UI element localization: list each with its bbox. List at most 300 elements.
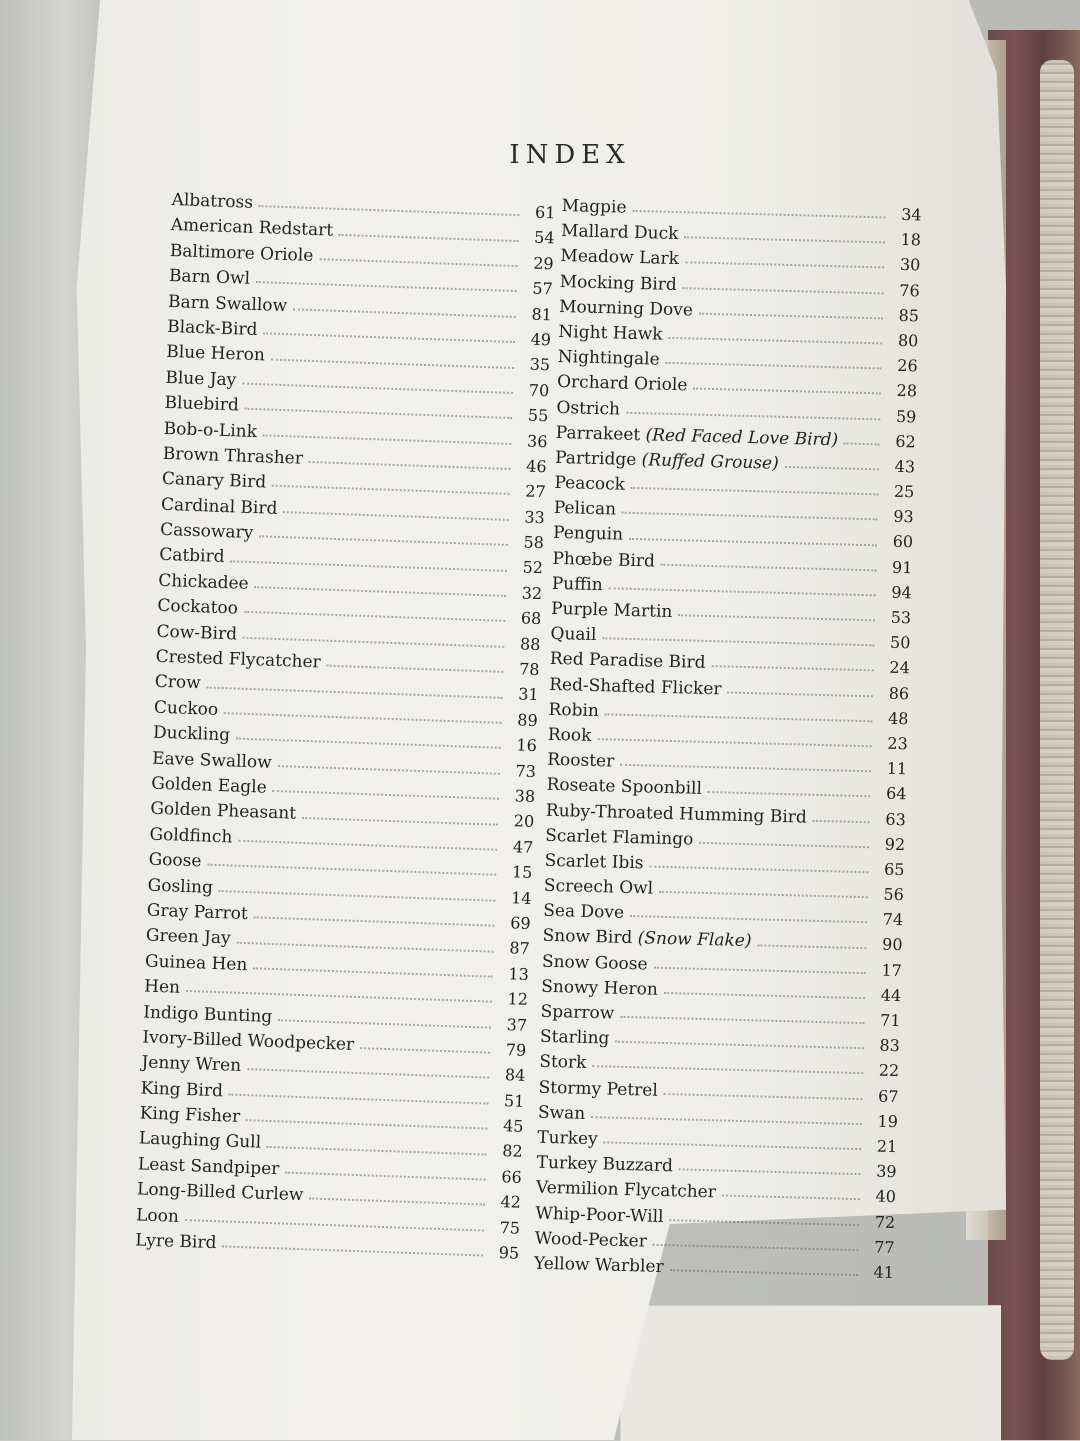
entry-page-number: 95 — [498, 1243, 520, 1263]
dot-leader — [659, 890, 868, 898]
entry-name — [165, 368, 237, 390]
entry-name-text: Loon — [135, 1205, 180, 1227]
entry-name-text: Turkey Buzzard — [536, 1152, 674, 1177]
entry-name-text: Baltimore Oriole — [169, 240, 314, 266]
entry-name-text: Bob-o-Link — [163, 418, 258, 442]
entry-name-text: Rook — [547, 724, 592, 746]
dot-leader — [285, 1171, 486, 1181]
entry-page-number: 79 — [505, 1040, 527, 1060]
entry-name-text: Hen — [143, 976, 181, 998]
entry-name-text: Starling — [539, 1026, 610, 1049]
entry-name — [170, 241, 314, 266]
entry-name-text: Guinea Hen — [144, 951, 248, 975]
entry-name — [554, 473, 625, 495]
entry-name-text: Snow Goose — [541, 951, 648, 975]
entry-name-text: Snowy Heron — [541, 976, 659, 1000]
entry-name — [167, 317, 258, 340]
entry-name — [135, 1230, 217, 1253]
entry-page-number: 60 — [892, 532, 914, 552]
entry-name-text: Stork — [539, 1052, 587, 1074]
index-column-left — [135, 190, 556, 1269]
entry-name — [138, 1154, 280, 1179]
entry-page-number: 45 — [502, 1116, 524, 1136]
entry-page-number: 54 — [533, 228, 555, 248]
entry-page-number: 35 — [529, 354, 551, 375]
entry-page-number: 47 — [512, 837, 534, 857]
entry-page-number: 68 — [520, 608, 542, 629]
entry-page-number: 81 — [531, 304, 553, 324]
entry-name-text: Roseate Spoonbill — [546, 775, 703, 800]
dot-leader — [339, 232, 519, 241]
dot-leader — [245, 407, 513, 419]
dot-leader — [620, 1015, 864, 1024]
entry-page-number: 40 — [875, 1186, 897, 1207]
entry-name-text: Canary Bird — [161, 469, 267, 493]
entry-name-text: Whip-Poor-Will — [535, 1203, 664, 1227]
dot-leader — [230, 559, 507, 572]
entry-page-number: 33 — [524, 507, 546, 527]
entry-name-text: Partridge — [554, 447, 637, 470]
entry-name — [150, 799, 296, 824]
dot-leader — [649, 864, 868, 873]
entry-name-text: Sparrow — [540, 1001, 615, 1024]
entry-name-text: Cuckoo — [153, 697, 219, 720]
dot-leader — [224, 711, 502, 724]
dot-leader — [327, 664, 504, 673]
entry-alt-name: (Snow Flake) — [637, 928, 752, 952]
entry-page-number: 12 — [507, 989, 529, 1010]
entry-name — [542, 926, 751, 951]
entry-name — [169, 266, 251, 289]
entry-page-number: 59 — [895, 406, 917, 426]
underlying-sheet — [620, 1305, 1001, 1441]
dot-leader — [229, 1092, 489, 1104]
entry-name-text: Bluebird — [164, 393, 240, 416]
entry-name-text: Cardinal Bird — [160, 494, 278, 519]
entry-page-number: 82 — [501, 1141, 523, 1162]
entry-name-text: Quail — [550, 624, 597, 646]
entry-alt-name: (Ruffed Grouse) — [641, 450, 780, 474]
entry-name — [550, 624, 596, 645]
dot-leader — [319, 257, 517, 267]
entry-page-number: 46 — [525, 456, 547, 477]
entry-name-text: Phœbe Bird — [552, 548, 656, 572]
entry-name-text: Jenny Wren — [141, 1052, 242, 1077]
entry-name-text: Barn Swallow — [167, 291, 288, 316]
dot-leader — [267, 1145, 487, 1156]
entry-name — [164, 393, 239, 416]
entry-name-text: Purple Martin — [550, 598, 673, 623]
entry-name-text: Magpie — [561, 196, 627, 218]
dot-leader — [629, 536, 877, 545]
entry-name — [140, 1078, 223, 1101]
dot-leader — [699, 841, 869, 848]
entry-name — [157, 596, 238, 619]
entry-page-number: 19 — [877, 1111, 899, 1131]
dot-leader — [664, 991, 865, 999]
entry-name-text: Golden Eagle — [150, 773, 268, 798]
entry-name — [160, 520, 254, 543]
entry-name-text: Lyre Bird — [134, 1230, 217, 1254]
dot-leader — [243, 636, 504, 648]
entry-name — [136, 1205, 179, 1226]
entry-name-text: Chickadee — [158, 570, 250, 594]
dot-leader — [684, 235, 885, 243]
entry-name — [548, 725, 592, 746]
dot-leader — [278, 764, 500, 775]
entry-name — [171, 190, 253, 213]
entry-name — [559, 272, 677, 295]
dot-leader — [664, 1092, 863, 1100]
entry-page-number: 38 — [514, 786, 536, 807]
entry-name-text: Long-Billed Curlew — [136, 1179, 304, 1206]
dot-leader — [609, 586, 876, 596]
dot-leader — [670, 1268, 858, 1276]
entry-name — [547, 750, 615, 772]
entry-page-number: 41 — [873, 1262, 895, 1282]
entry-page-number: 84 — [504, 1065, 526, 1086]
entry-name-text: Wood-Pecker — [534, 1228, 648, 1252]
entry-name-text: Black-Bird — [166, 316, 258, 341]
dot-leader — [207, 685, 503, 698]
entry-page-number: 85 — [898, 305, 920, 326]
dot-leader — [222, 1245, 483, 1257]
entry-name — [539, 1052, 587, 1073]
entry-page-number: 48 — [887, 708, 909, 728]
entry-name-text: Yellow Warbler — [533, 1253, 664, 1277]
entry-name — [154, 672, 201, 694]
entry-name-text: Mallard Duck — [560, 221, 679, 245]
entry-name-text: Nightingale — [557, 347, 660, 370]
dot-leader — [699, 311, 883, 319]
entry-name — [538, 1077, 658, 1100]
entry-name — [161, 495, 278, 519]
dot-leader — [255, 585, 507, 597]
dot-leader — [259, 535, 508, 547]
entry-name-text: Vermilion Flycatcher — [535, 1177, 717, 1203]
entry-name — [537, 1128, 598, 1150]
entry-name-text: Rooster — [546, 749, 615, 772]
entry-name — [559, 297, 693, 320]
entry-page-number: 90 — [881, 935, 903, 955]
dot-leader — [242, 381, 513, 393]
index-column-right — [534, 196, 922, 1288]
entry-page-number: 42 — [500, 1192, 522, 1213]
entry-name-text: Mocking Bird — [559, 271, 678, 295]
entry-page-number: 24 — [889, 658, 911, 678]
entry-name — [556, 397, 620, 419]
dot-leader — [293, 307, 516, 318]
entry-name — [538, 1102, 586, 1123]
entry-name — [546, 775, 702, 799]
dot-leader — [683, 286, 884, 294]
entry-page-number: 50 — [889, 632, 911, 653]
entry-name-text: Brown Thrasher — [162, 443, 304, 469]
dot-leader — [626, 410, 880, 420]
entry-name — [548, 700, 599, 721]
entry-page-number: 67 — [877, 1086, 899, 1106]
entry-name — [168, 292, 288, 316]
entry-name — [146, 926, 231, 949]
dot-leader — [263, 433, 512, 445]
entry-name-text: Green Jay — [145, 925, 231, 949]
dot-leader — [254, 915, 495, 926]
entry-page-number: 83 — [879, 1035, 901, 1056]
entry-page-number: 21 — [876, 1136, 898, 1157]
entry-name-text: American Redstart — [170, 215, 334, 242]
entry-name-text: Goldfinch — [149, 824, 233, 848]
entry-name — [558, 322, 663, 345]
entry-name — [152, 748, 272, 772]
entry-name — [534, 1254, 664, 1277]
dot-leader — [669, 1218, 859, 1226]
dot-leader — [236, 737, 501, 749]
entry-name-text: Blue Heron — [165, 342, 266, 366]
entry-name-text: Ruby-Throated Humming Bird — [545, 800, 808, 828]
entry-name-text: Crow — [154, 672, 202, 694]
entry-name — [542, 951, 648, 974]
dot-leader — [661, 562, 877, 571]
entry-name — [545, 825, 694, 849]
entry-name — [156, 621, 237, 644]
entry-name — [558, 347, 660, 370]
entry-name-text: Sea Dove — [543, 901, 625, 924]
entry-name — [158, 571, 249, 594]
dot-leader — [631, 486, 879, 495]
entry-page-number: 66 — [501, 1166, 523, 1187]
entry-name-text: Catbird — [158, 545, 225, 568]
entry-page-number: 78 — [518, 659, 540, 680]
entry-name — [139, 1104, 240, 1127]
dot-leader — [602, 636, 874, 646]
entry-page-number: 27 — [525, 481, 547, 502]
dot-leader — [620, 763, 871, 773]
entry-name-text: Crested Flycatcher — [155, 646, 322, 673]
entry-page-number: 74 — [882, 909, 904, 930]
entry-page-number: 30 — [899, 255, 921, 275]
entry-page-number: 92 — [884, 834, 906, 854]
entry-name-text: Snow Bird — [542, 926, 633, 949]
entry-name-text: Gray Parrot — [146, 900, 249, 925]
entry-name — [561, 196, 626, 218]
entry-name — [543, 901, 624, 923]
entry-page-number: 52 — [522, 557, 544, 578]
entry-name-text: Least Sandpiper — [137, 1154, 280, 1180]
entry-page-number: 86 — [888, 683, 910, 703]
dot-leader — [186, 989, 492, 1003]
entry-name — [550, 649, 706, 673]
entry-name-text: Pelican — [553, 498, 617, 520]
entry-name-text: King Fisher — [139, 1103, 241, 1127]
dot-leader — [605, 712, 873, 722]
entry-name-text: Meadow Lark — [560, 246, 680, 270]
entry-page-number: 76 — [899, 280, 920, 300]
entry-name — [536, 1153, 673, 1177]
entry-name-text: Parrakeet — [555, 422, 641, 445]
entry-page-number: 28 — [896, 381, 918, 401]
entry-page-number: 32 — [521, 583, 543, 604]
entry-name-text: Orchard Oriole — [556, 372, 688, 396]
entry-name — [143, 1002, 273, 1026]
entry-page-number: 26 — [897, 355, 918, 376]
dot-leader — [263, 331, 515, 343]
entry-name — [553, 523, 623, 545]
entry-name — [159, 545, 225, 567]
entry-page-number: 34 — [901, 204, 922, 225]
entry-page-number: 15 — [511, 862, 533, 883]
entry-name — [560, 246, 679, 269]
dot-leader — [259, 204, 520, 216]
entry-page-number: 55 — [527, 405, 549, 426]
entry-page-number: 18 — [900, 230, 922, 250]
entry-page-number: 14 — [510, 887, 532, 908]
entry-name-text: Ostrich — [556, 397, 621, 420]
entry-page-number: 37 — [506, 1014, 528, 1035]
entry-name — [534, 1228, 647, 1251]
dot-leader — [360, 1046, 490, 1054]
entry-name-text: Scarlet Ibis — [544, 850, 644, 874]
entry-page-number: 71 — [879, 1010, 901, 1031]
entry-page-number: 36 — [526, 431, 548, 451]
entry-name-text: Peacock — [554, 472, 626, 495]
entry-name — [154, 698, 219, 720]
entry-page-number: 62 — [895, 431, 916, 452]
dot-leader — [653, 965, 865, 974]
dot-leader — [813, 818, 870, 822]
entry-name — [551, 599, 673, 622]
entry-name-text: Cow-Bird — [156, 621, 238, 645]
dot-leader — [653, 1243, 859, 1251]
entry-page-number: 73 — [515, 760, 537, 781]
entry-name-text: Gosling — [147, 875, 214, 898]
dot-leader — [238, 839, 497, 851]
dot-leader — [236, 940, 493, 952]
dot-leader — [685, 261, 884, 269]
entry-page-number: 13 — [508, 963, 530, 984]
dot-leader — [309, 460, 511, 470]
dot-leader — [246, 1118, 487, 1129]
dot-leader — [592, 1065, 863, 1075]
entry-name-text: Indigo Bunting — [142, 1002, 273, 1027]
dot-leader — [622, 511, 878, 521]
entry-page-number: 53 — [890, 607, 912, 628]
dot-leader — [785, 465, 879, 470]
entry-name-text: Goose — [148, 849, 202, 872]
entry-name-text: Laughing Gull — [138, 1128, 262, 1154]
entry-name — [149, 824, 233, 847]
entry-name — [139, 1129, 262, 1153]
dot-leader — [185, 1218, 484, 1231]
entry-name — [141, 1053, 241, 1076]
dot-leader — [722, 1194, 860, 1201]
entry-page-number: 44 — [880, 985, 902, 1005]
entry-name — [544, 851, 643, 874]
entry-page-number: 57 — [532, 278, 554, 299]
dot-leader — [302, 815, 498, 825]
entry-name — [145, 951, 248, 975]
entry-page-number: 11 — [886, 758, 908, 779]
dot-leader — [219, 889, 496, 902]
dot-leader — [597, 737, 871, 747]
entry-page-number: 94 — [891, 582, 912, 603]
dot-leader — [207, 863, 496, 876]
dot-leader — [632, 209, 885, 219]
entry-page-number: 87 — [509, 938, 531, 959]
entry-name-text: Eave Swallow — [151, 748, 273, 773]
entry-name — [170, 215, 333, 241]
entry-page-number: 22 — [878, 1060, 900, 1081]
entry-page-number: 72 — [874, 1212, 896, 1232]
entry-name — [148, 850, 202, 872]
dot-leader — [283, 510, 509, 521]
entry-name — [536, 1178, 716, 1203]
dot-leader — [679, 1168, 861, 1176]
entry-page-number: 25 — [893, 481, 915, 502]
entry-page-number: 61 — [534, 202, 556, 223]
dot-leader — [708, 790, 871, 797]
entry-name-text: Barn Owl — [168, 266, 251, 289]
dot-leader — [604, 1140, 862, 1150]
dot-leader — [757, 943, 866, 949]
dot-leader — [278, 1018, 491, 1028]
entry-name — [540, 1002, 614, 1024]
entry-name — [535, 1203, 664, 1226]
entry-name — [552, 549, 655, 572]
entry-page-number: 64 — [885, 784, 907, 804]
entry-page-number: 80 — [897, 330, 919, 351]
page-title: INDEX — [509, 140, 631, 170]
entry-name — [541, 977, 658, 1000]
entry-page-number: 75 — [499, 1217, 521, 1238]
entry-page-number: 20 — [513, 811, 535, 832]
entry-name-text: Mourning Dove — [558, 296, 694, 321]
entry-name — [144, 977, 181, 998]
dot-leader — [727, 690, 873, 697]
entry-page-number: 56 — [883, 884, 905, 905]
entry-name-text: Ivory-Billed Woodpecker — [142, 1027, 355, 1055]
entry-page-number: 31 — [517, 684, 539, 705]
entry-page-number: 91 — [891, 557, 913, 577]
entry-page-number: 51 — [503, 1090, 525, 1111]
entry-page-number: 49 — [530, 329, 552, 350]
entry-name-text: Golden Pheasant — [150, 799, 297, 825]
entry-page-number: 77 — [873, 1237, 895, 1257]
entry-name-text: Stormy Petrel — [538, 1077, 659, 1101]
entry-name — [554, 498, 617, 520]
entry-page-number: 16 — [516, 735, 538, 756]
entry-page-number: 69 — [509, 913, 531, 933]
entry-name-text: King Bird — [140, 1078, 224, 1101]
entry-name-text: Swan — [537, 1102, 586, 1124]
entry-name — [162, 469, 267, 493]
dot-leader — [256, 280, 517, 292]
entry-page-number: 39 — [875, 1161, 897, 1182]
frayed-binding — [1040, 60, 1074, 1360]
entry-name — [549, 674, 722, 699]
dot-leader — [666, 361, 882, 370]
entry-name-text: Duckling — [152, 722, 231, 746]
entry-name-text: Blue Jay — [165, 367, 237, 391]
dot-leader — [271, 357, 514, 368]
entry-name — [561, 221, 679, 244]
entry-page-number: 89 — [517, 710, 539, 730]
entry-page-number: 43 — [894, 456, 916, 477]
entry-name-text: Penguin — [552, 523, 624, 546]
dot-leader — [668, 336, 882, 345]
entry-name — [552, 574, 603, 595]
entry-name-text: Red-Shafted Flicker — [548, 674, 722, 699]
entry-name-text: Cassowary — [159, 519, 254, 544]
